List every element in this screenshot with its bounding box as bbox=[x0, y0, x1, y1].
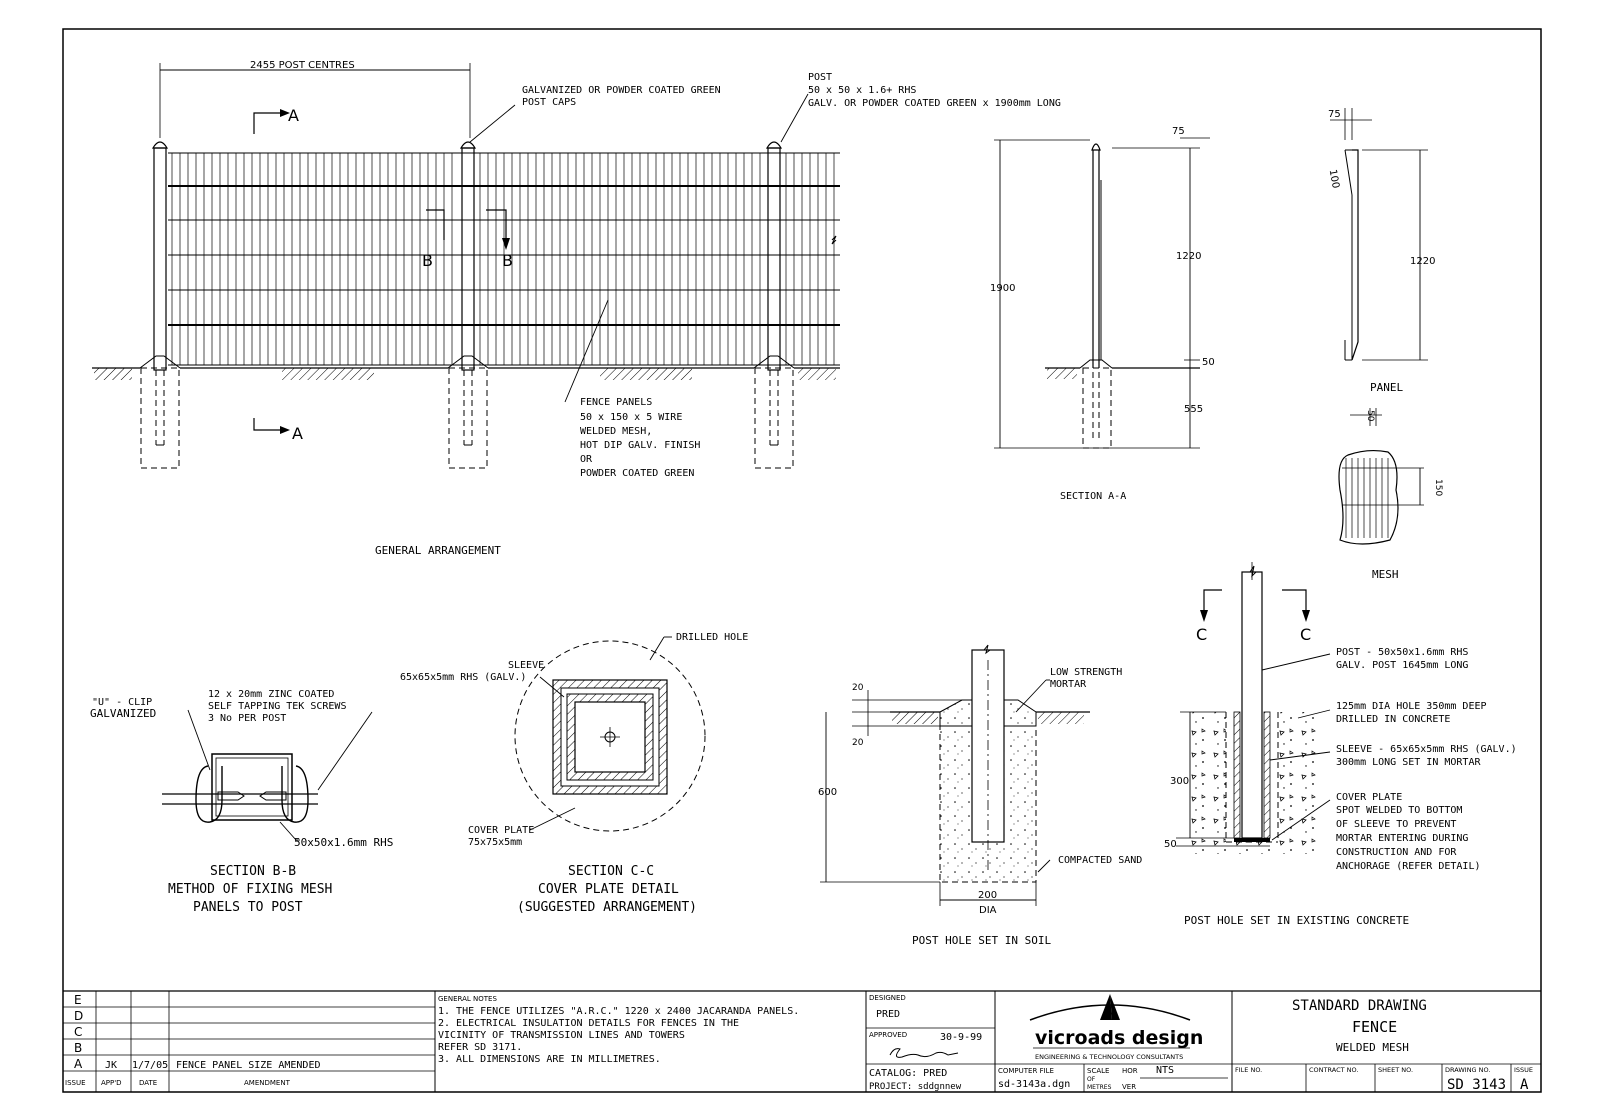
drawing-no-label: DRAWING NO. bbox=[1445, 1066, 1491, 1074]
conc-post-line1: POST - 50x50x1.6mm RHS bbox=[1336, 647, 1469, 658]
u-clip-line1: "U" - CLIP bbox=[92, 697, 153, 708]
post-spec-line3: GALV. OR POWDER COATED GREEN x 1900mm LONG bbox=[808, 98, 1061, 109]
panel-view bbox=[1327, 108, 1436, 394]
post-spec-line1: POST bbox=[808, 72, 833, 83]
soil-dim-20b: 20 bbox=[852, 738, 864, 748]
conc-cover-line2: SPOT WELDED TO BOTTOM bbox=[1336, 805, 1463, 816]
panels-note-3: HOT DIP GALV. FINISH bbox=[580, 440, 701, 451]
aa-dim-75: 75 bbox=[1172, 126, 1185, 137]
fence-label: FENCE bbox=[1352, 1018, 1398, 1036]
section-aa bbox=[990, 126, 1215, 502]
section-cc-title-2: COVER PLATE DETAIL bbox=[538, 882, 679, 897]
scale-metres: METRES bbox=[1087, 1084, 1112, 1091]
issue-row-d: D bbox=[74, 1009, 84, 1023]
note-2c: REFER SD 3171. bbox=[438, 1042, 523, 1053]
scale-ver: VER bbox=[1122, 1083, 1137, 1091]
aa-dim-1900: 1900 bbox=[990, 283, 1016, 294]
cc-sleeve-line2: 65x65x5mm RHS (GALV.) bbox=[400, 672, 527, 683]
fence-post-1 bbox=[140, 142, 180, 468]
note-2: 2. ELECTRICAL INSULATION DETAILS FOR FENCES IN THE bbox=[438, 1018, 740, 1029]
post-hole-soil bbox=[818, 645, 1142, 947]
computer-file-value: sd-3143a.dgn bbox=[998, 1079, 1071, 1090]
conc-hole-line2: DRILLED IN CONCRETE bbox=[1336, 714, 1451, 725]
general-notes-title: GENERAL NOTES bbox=[438, 995, 497, 1003]
post-hole-concrete-title: POST HOLE SET IN EXISTING CONCRETE bbox=[1184, 914, 1410, 927]
project-label: PROJECT: sddgnnew bbox=[869, 1082, 962, 1092]
section-b-right: B bbox=[502, 251, 513, 270]
conc-sleeve-line1: SLEEVE - 65x65x5mm RHS (GALV.) bbox=[1336, 744, 1517, 755]
soil-dim-20a: 20 bbox=[852, 683, 864, 693]
conc-cover-line5: CONSTRUCTION AND FOR bbox=[1336, 847, 1457, 858]
bb-rhs-label: 50x50x1.6mm RHS bbox=[294, 836, 394, 849]
header-issue: ISSUE bbox=[65, 1079, 86, 1087]
panel-title: PANEL bbox=[1370, 381, 1404, 394]
screws-line3: 3 No PER POST bbox=[208, 713, 287, 724]
header-amendment: AMENDMENT bbox=[244, 1079, 290, 1087]
mesh-view bbox=[1339, 408, 1443, 581]
conc-cover-line4: MORTAR ENTERING DURING bbox=[1336, 833, 1469, 844]
note-2b: VICINITY OF TRANSMISSION LINES AND TOWERS bbox=[438, 1030, 685, 1041]
conc-cover-line6: ANCHORAGE (REFER DETAIL) bbox=[1336, 861, 1481, 872]
drawing-no-value: SD 3143 bbox=[1447, 1077, 1507, 1093]
designed-label: DESIGNED bbox=[869, 994, 906, 1002]
approved-label: APPROVED bbox=[869, 1031, 908, 1039]
post-hole-concrete bbox=[1164, 562, 1517, 927]
aa-dim-50: 50 bbox=[1202, 357, 1215, 368]
title-block bbox=[63, 991, 1541, 1093]
section-cc bbox=[400, 632, 748, 915]
panel-dim-100: 100 bbox=[1326, 168, 1341, 190]
post-spec-line2: 50 x 50 x 1.6+ RHS bbox=[808, 85, 917, 96]
issue-row-c: C bbox=[74, 1025, 83, 1039]
panels-note-4: OR bbox=[580, 454, 593, 465]
drilled-hole-label: DRILLED HOLE bbox=[676, 632, 749, 643]
sheet-no-label: SHEET NO. bbox=[1378, 1066, 1414, 1074]
mesh-title: MESH bbox=[1372, 568, 1399, 581]
soil-mortar-line2: MORTAR bbox=[1050, 679, 1087, 690]
section-b-left: B bbox=[422, 251, 433, 270]
panel-dim-75: 75 bbox=[1328, 109, 1341, 120]
contract-no-label: CONTRACT NO. bbox=[1309, 1066, 1359, 1074]
mesh-dim-50: 50 bbox=[1365, 410, 1375, 422]
note-1: 1. THE FENCE UTILIZES "A.R.C." 1220 x 2400 JACARANDA PANELS. bbox=[438, 1006, 800, 1017]
cc-cover-line1: COVER PLATE bbox=[468, 825, 535, 836]
vicroads-logo bbox=[1030, 994, 1203, 1061]
soil-dim-600: 600 bbox=[818, 787, 838, 798]
screws-line2: SELF TAPPING TEK SCREWS bbox=[208, 701, 347, 712]
conc-cover-line1: COVER PLATE bbox=[1336, 792, 1403, 803]
soil-mortar-line1: LOW STRENGTH bbox=[1050, 667, 1123, 678]
mesh-detail-grid bbox=[1342, 458, 1396, 538]
conc-sleeve-line2: 300mm LONG SET IN MORTAR bbox=[1336, 757, 1481, 768]
section-bb-title-2: METHOD OF FIXING MESH bbox=[168, 882, 333, 897]
scale-of: OF bbox=[1087, 1076, 1096, 1083]
panels-note-5: POWDER COATED GREEN bbox=[580, 468, 695, 479]
logo-text: vicroads design bbox=[1035, 1027, 1204, 1049]
section-c-left: C bbox=[1196, 625, 1208, 644]
logo-subtext: ENGINEERING & TECHNOLOGY CONSULTANTS bbox=[1035, 1053, 1184, 1061]
header-date: DATE bbox=[139, 1079, 158, 1087]
post-centres-label: 2455 POST CENTRES bbox=[250, 60, 355, 71]
panels-note-0: FENCE PANELS bbox=[580, 397, 653, 408]
cc-cover-line2: 75x75x5mm bbox=[468, 837, 523, 848]
fence-post-2 bbox=[448, 142, 488, 468]
soil-dim-200: 200 bbox=[978, 890, 998, 901]
conc-cover-line3: OF SLEEVE TO PREVENT bbox=[1336, 819, 1457, 830]
general-arrangement-title: GENERAL ARRANGEMENT bbox=[375, 544, 501, 557]
issue-row-e: E bbox=[74, 993, 82, 1007]
issue-a-amendment: FENCE PANEL SIZE AMENDED bbox=[176, 1060, 321, 1071]
designed-value: PRED bbox=[876, 1009, 901, 1020]
u-clip-line2: GALVANIZED bbox=[90, 707, 157, 720]
post-hole-soil-title: POST HOLE SET IN SOIL bbox=[912, 934, 1052, 947]
issue-label: ISSUE bbox=[1514, 1066, 1534, 1074]
soil-sand-label: COMPACTED SAND bbox=[1058, 855, 1143, 866]
issue-row-b: B bbox=[74, 1041, 83, 1055]
section-aa-title: SECTION A-A bbox=[1060, 491, 1127, 502]
conc-dim-50: 50 bbox=[1164, 839, 1177, 850]
general-arrangement bbox=[92, 60, 1061, 557]
note-3: 3. ALL DIMENSIONS ARE IN MILLIMETRES. bbox=[438, 1054, 661, 1065]
section-a-bottom: A bbox=[292, 424, 303, 443]
cc-sleeve-line1: SLEEVE bbox=[508, 660, 545, 671]
issue-a-appd: JK bbox=[105, 1060, 118, 1071]
approver-signature bbox=[890, 1049, 958, 1058]
panels-note-1: 50 x 150 x 5 WIRE bbox=[580, 412, 683, 423]
issue-a-date: 1/7/05 bbox=[132, 1060, 169, 1071]
scale-label: SCALE bbox=[1087, 1067, 1110, 1075]
aa-dim-1220: 1220 bbox=[1176, 251, 1202, 262]
section-cc-title-3: (SUGGESTED ARRANGEMENT) bbox=[517, 900, 698, 915]
welded-mesh-label: WELDED MESH bbox=[1336, 1041, 1409, 1054]
file-no-label: FILE NO. bbox=[1235, 1066, 1263, 1074]
section-c-right: C bbox=[1300, 625, 1312, 644]
issue-row-a: A bbox=[74, 1057, 83, 1071]
header-appd: APP'D bbox=[101, 1079, 122, 1087]
conc-dim-300: 300 bbox=[1170, 776, 1190, 787]
panel-dim-1220: 1220 bbox=[1410, 256, 1436, 267]
screws-line1: 12 x 20mm ZINC COATED bbox=[208, 689, 335, 700]
section-bb-title-1: SECTION B-B bbox=[210, 864, 297, 879]
standard-drawing-label: STANDARD DRAWING bbox=[1292, 998, 1427, 1014]
scale-hor: HOR bbox=[1122, 1067, 1138, 1075]
post-caps-line1: GALVANIZED OR POWDER COATED GREEN bbox=[522, 85, 721, 96]
mesh-dim-150: 150 bbox=[1433, 479, 1443, 497]
soil-dim-dia: DIA bbox=[979, 905, 997, 916]
post-caps-line2: POST CAPS bbox=[522, 97, 577, 108]
scale-nts: NTS bbox=[1156, 1065, 1175, 1076]
section-a-top: A bbox=[288, 106, 299, 125]
catalog-label: CATALOG: PRED bbox=[869, 1068, 948, 1079]
section-cc-title-1: SECTION C-C bbox=[568, 864, 655, 879]
conc-post-line2: GALV. POST 1645mm LONG bbox=[1336, 660, 1469, 671]
conc-hole-line1: 125mm DIA HOLE 350mm DEEP bbox=[1336, 701, 1487, 712]
computer-file-label: COMPUTER FILE bbox=[998, 1067, 1054, 1075]
section-bb-title-3: PANELS TO POST bbox=[193, 900, 303, 915]
section-bb bbox=[90, 689, 393, 915]
aa-dim-555: 555 bbox=[1184, 404, 1204, 415]
panels-note-2: WELDED MESH, bbox=[580, 426, 653, 437]
issue-value: A bbox=[1520, 1077, 1529, 1093]
approved-date: 30-9-99 bbox=[940, 1032, 983, 1043]
